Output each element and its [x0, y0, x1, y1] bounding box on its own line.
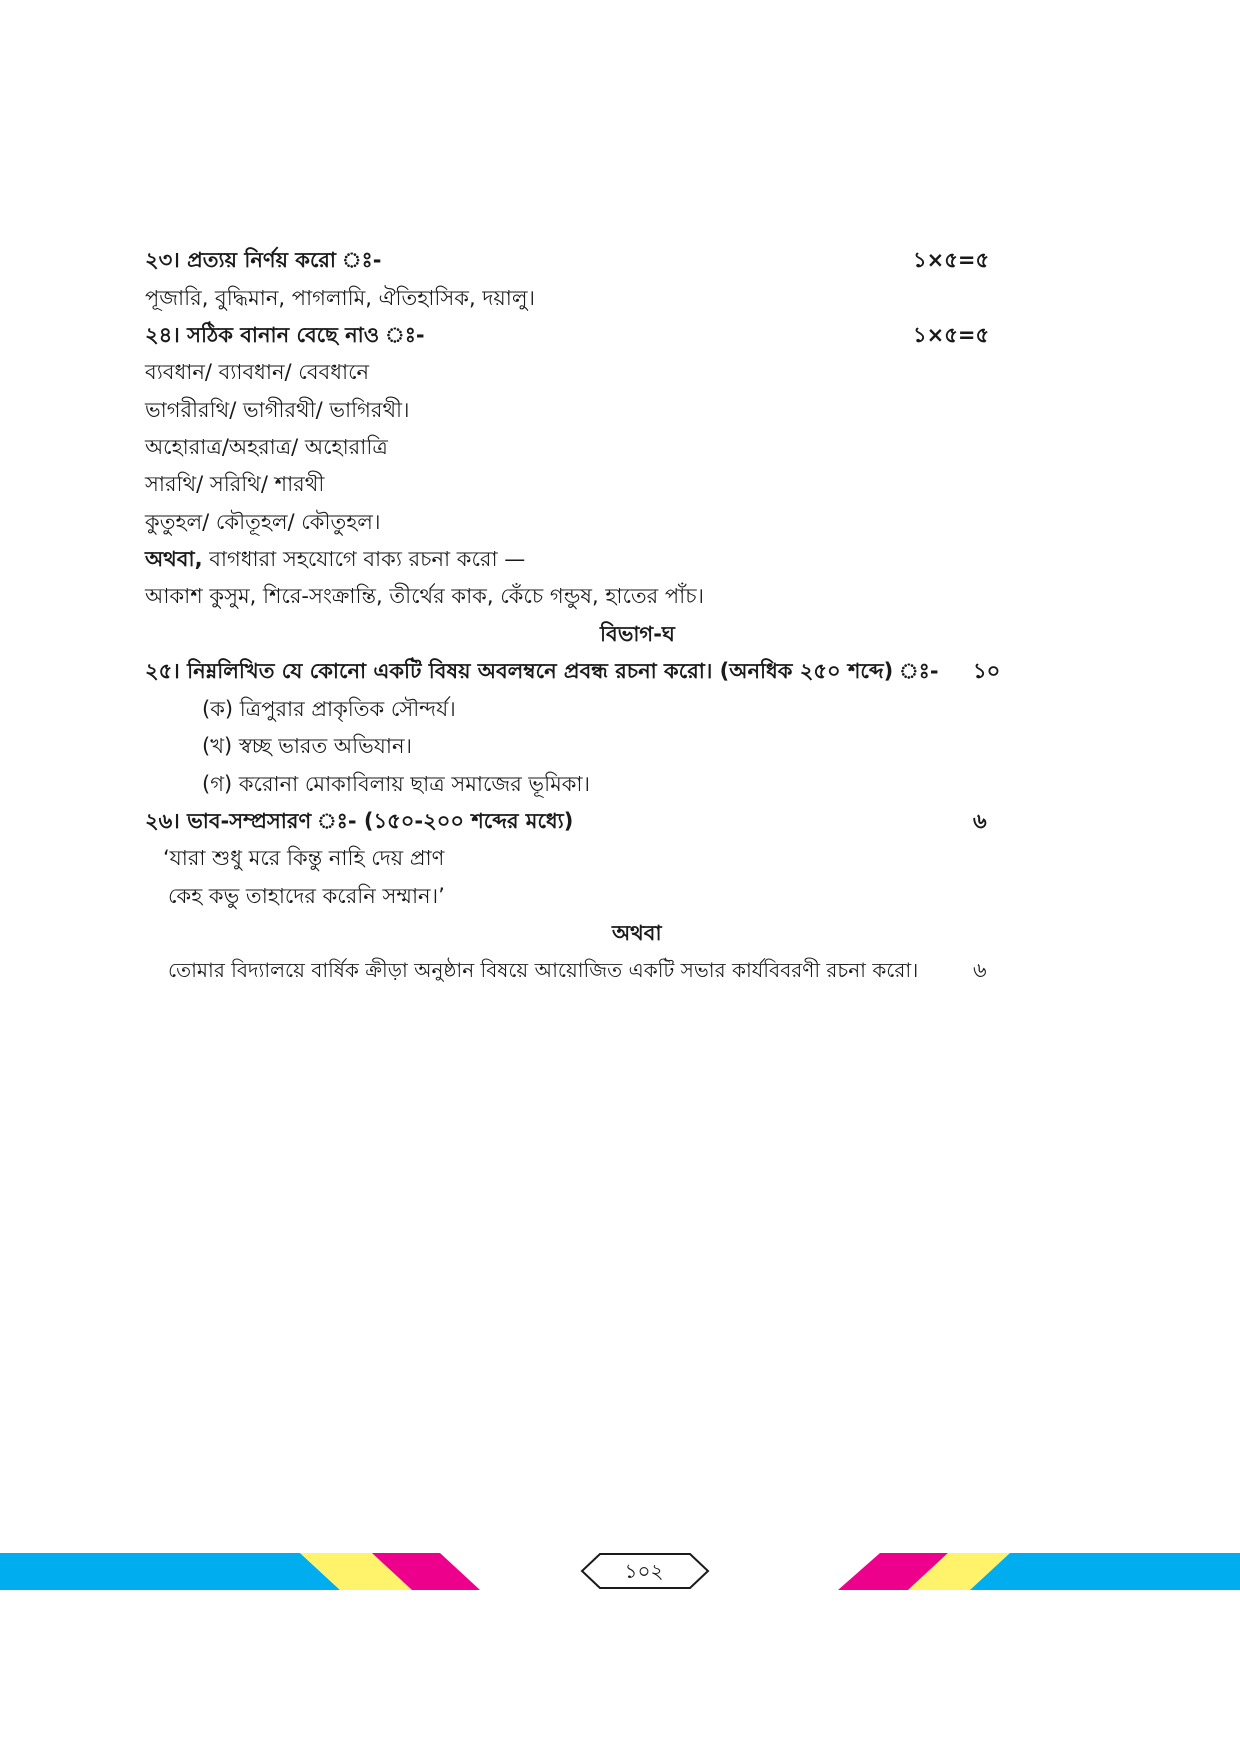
q25-heading: ২৫। নিম্নলিখিত যে কোনো একটি বিষয় অবলম্বনে প্রবন্ধ রচনা করো। (অনধিক ২৫০ শব্দে) ঃ-	[145, 659, 939, 683]
q24-option-row	[0, 465, 1240, 503]
q26-quote-row	[0, 839, 1240, 877]
q24-or-row	[0, 540, 1240, 578]
q24-option: ব্যবধান/ ব্যাবধান/ বেবধানে	[145, 360, 370, 384]
q26-alt-row	[0, 951, 1240, 989]
q23-items: পূজারি, বুদ্ধিমান, পাগলামি, ঐতিহাসিক, দয়ালু।	[145, 286, 535, 310]
q24-heading-row	[0, 316, 1240, 354]
q24-option: কুতুহল/ কৌতূহল/ কৌতুহল।	[145, 510, 381, 534]
q26-quote-line2: কেহ কভু তাহাদের করেনি সম্মান।’	[168, 884, 445, 908]
q24-option-row	[0, 428, 1240, 466]
q25-topic: (খ) স্বচ্ছ ভারত অভিযান।	[202, 734, 412, 758]
q23-items-row	[0, 279, 1240, 317]
q26-quote-line1: ‘যারা শুধু মরে কিন্তু নাহি দেয় প্রাণ	[163, 846, 445, 870]
q26-heading: ২৬। ভাব-সম্প্রসারণ ঃ- (১৫০-২০০ শব্দের মধ্যে)	[145, 809, 574, 833]
page-number: ১০২	[624, 1559, 664, 1583]
q24-or-text: বাগধারা সহযোগে বাক্য রচনা করো —	[202, 547, 526, 571]
q26-alt-marks: ৬	[973, 958, 987, 982]
q23-marks: ১×৫=৫	[913, 248, 990, 272]
q26-or-label: অথবা	[612, 921, 662, 945]
q24-option: অহোরাত্র/অহরাত্র/ অহোরাত্রি	[145, 435, 388, 459]
q24-marks: ১×৫=৫	[913, 323, 990, 347]
q24-idioms: আকাশ কুসুম, শিরে-সংক্রান্তি, তীর্থের কাক, কেঁচে গন্ডুষ, হাতের পাঁচ।	[145, 584, 705, 608]
q25-marks: ১০	[973, 659, 1001, 683]
q23-heading-row	[0, 241, 1240, 279]
q24-or-label: অথবা,	[145, 547, 203, 571]
q26-quote-row	[0, 877, 1240, 915]
section-title-row	[0, 615, 1240, 653]
q25-topic: (গ) করোনা মোকাবিলায় ছাত্র সমাজের ভূমিকা।	[202, 772, 591, 796]
q25-topic: (ক) ত্রিপুরার প্রাকৃতিক সৌন্দর্য।	[202, 697, 456, 721]
q24-heading: ২৪। সঠিক বানান বেছে নাও ঃ-	[145, 323, 425, 347]
q24-option-row	[0, 391, 1240, 429]
q24-option-row	[0, 353, 1240, 391]
q25-topic-row	[0, 765, 1240, 803]
q24-option-row	[0, 503, 1240, 541]
q24-option: ভাগরীরথি/ ভাগীরথী/ ভাগিরথী।	[145, 398, 410, 422]
footer-stripe-left-cyan	[0, 1553, 340, 1590]
q24-option: সারথি/ সরিথি/ শারথী	[145, 472, 325, 496]
footer-stripe-right-cyan	[970, 1553, 1240, 1590]
q25-heading-row	[0, 652, 1240, 690]
q26-or-row	[0, 914, 1240, 952]
section-title: বিভাগ-ঘ	[600, 622, 675, 646]
q26-heading-row	[0, 802, 1240, 840]
q23-heading: ২৩। প্রত্যয় নির্ণয় করো ঃ-	[145, 248, 382, 272]
q26-alt-text: তোমার বিদ্যালয়ে বার্ষিক ক্রীড়া অনুষ্ঠান বিষয়ে আয়োজিত একটি সভার কার্যবিবরণী রচনা করো।	[168, 958, 919, 982]
q25-topic-row	[0, 690, 1240, 728]
q26-marks: ৬	[973, 809, 987, 833]
q25-topic-row	[0, 727, 1240, 765]
q24-idioms-row	[0, 577, 1240, 615]
